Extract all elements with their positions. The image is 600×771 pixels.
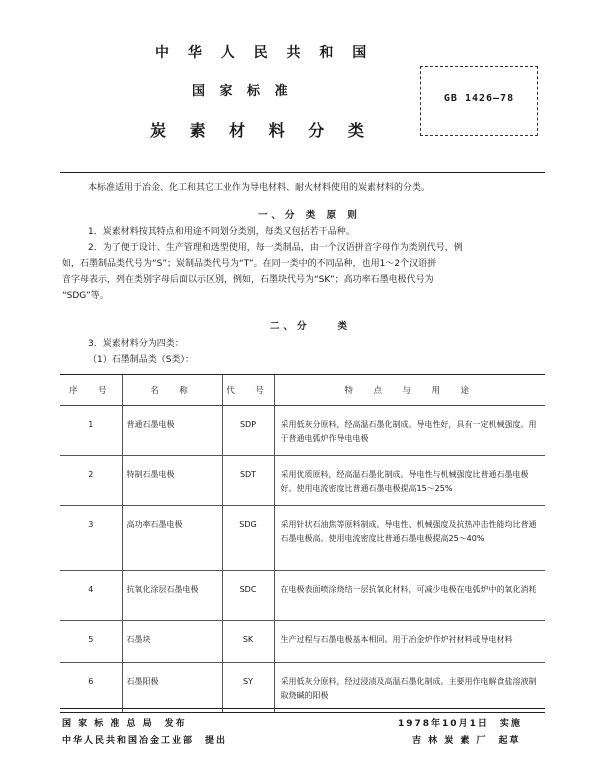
clause-2-line: 2．为了便于设计、生产管理和选型使用，每一类制品，由一个汉语拼音字母作为类别代号，例 xyxy=(88,243,463,253)
table-row xyxy=(60,571,545,621)
table-row xyxy=(60,406,545,456)
section-heading-classification: 二、分 类 xyxy=(270,321,352,332)
product-feature: 在电极表面喷涂烧结一层抗氧化材料，可减少电极在电弧炉中的氧化消耗 xyxy=(274,571,545,621)
product-code: SDC xyxy=(222,571,274,621)
header-divider xyxy=(60,172,545,173)
row-number: 6 xyxy=(60,663,122,713)
row-number: 2 xyxy=(60,456,122,506)
table-row xyxy=(60,621,545,663)
product-name: 特制石墨电极 xyxy=(122,456,222,506)
scope-paragraph: 本标准适用于冶金、化工和其它工业作为导电材料、耐火材料使用的炭素材料的分类。 xyxy=(88,183,431,193)
product-feature: 采用低灰分原料，经高温石墨化制成。导电性好，具有一定机械强度。用于普通电弧炉作导电电极 xyxy=(274,406,545,456)
product-name: 高功率石墨电极 xyxy=(122,506,222,571)
clause-2-line: 音字母表示，列在类别字母后面以示区别，例如，石墨块代号为“SK”；高功率石墨电极代号为 xyxy=(62,275,434,285)
product-feature: 采用优质原料，经高温石墨化制成。导电性与机械强度比普通石墨电极好。使用电流密度比普通石墨电极提高15～25% xyxy=(274,456,545,506)
product-code: SDT xyxy=(222,456,274,506)
country-name: 中 华 人 民 共 和 国 xyxy=(155,45,374,61)
product-feature: 生产过程与石墨电极基本相同。用于冶金炉作炉衬材料或导电材料 xyxy=(274,621,545,663)
product-code: SK xyxy=(222,621,274,663)
standard-type: 国 家 标 准 xyxy=(192,84,293,99)
product-name: 石墨块 xyxy=(122,621,222,663)
row-number: 5 xyxy=(60,621,122,663)
product-code: SDP xyxy=(222,406,274,456)
issuer: 国 家 标 准 总 局 发布 xyxy=(62,719,187,729)
graphite-products-table xyxy=(60,374,545,713)
drafter: 吉 林 炭 素 厂 起草 xyxy=(412,736,521,746)
standard-number-box xyxy=(420,66,538,136)
table-row xyxy=(60,506,545,571)
product-name: 抗氧化涂层石墨电极 xyxy=(122,571,222,621)
product-name: 石墨阳极 xyxy=(122,663,222,713)
clause-3: 3．炭素材料分为四类： xyxy=(88,339,184,349)
row-number: 1 xyxy=(60,406,122,456)
product-feature: 采用低灰分原料，经过浸渍及高温石墨化制成。主要用作电解食盐溶液制取烧碱的阳极 xyxy=(274,663,545,713)
product-feature: 采用针状石油焦等原料制成。导电性、机械强度及抗热冲击性能均比普通石墨电极高。使用电流密度比普通石墨电极提高25～40% xyxy=(274,506,545,571)
section-heading-principles: 一、分 类 原 则 xyxy=(258,210,361,221)
clause-3-1: （1）石墨制品类（S类）： xyxy=(88,355,194,365)
clause-2-line: 如，石墨制品类代号为“S”；炭制品类代号为“T”。在同一类中的不同品种，也用1～2个汉语拼 xyxy=(62,259,437,269)
effective-date: 1978年10月1日 实施 xyxy=(398,719,522,729)
page-title: 炭 素 材 料 分 类 xyxy=(150,121,373,140)
column-header-no: 序 号 xyxy=(60,375,122,406)
column-header-name: 名 称 xyxy=(122,375,222,406)
row-number: 4 xyxy=(60,571,122,621)
table-row xyxy=(60,663,545,713)
product-name: 普通石墨电极 xyxy=(122,406,222,456)
table-header-row xyxy=(60,375,545,406)
row-number: 3 xyxy=(60,506,122,571)
clause-1: 1．炭素材料按其特点和用途不同划分类别，每类又包括若干品种。 xyxy=(88,227,355,237)
product-code: SY xyxy=(222,663,274,713)
standard-number: GB 1426—78 xyxy=(443,93,515,104)
product-code: SDG xyxy=(222,506,274,571)
proposer: 中华人民共和国冶金工业部 提出 xyxy=(62,736,228,746)
column-header-feature: 特 点 与 用 途 xyxy=(274,375,545,406)
column-header-code: 代 号 xyxy=(222,375,274,406)
table-row xyxy=(60,456,545,506)
clause-2-line: “SDG”等。 xyxy=(62,291,109,301)
footer-divider xyxy=(60,708,545,709)
